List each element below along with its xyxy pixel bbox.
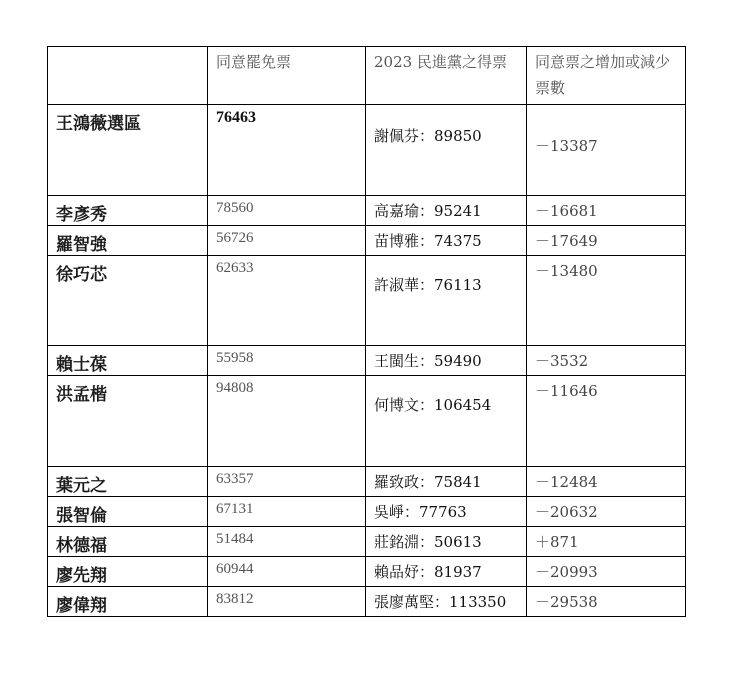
table-row [48, 557, 686, 587]
legislator-name: 徐巧芯 [48, 256, 208, 346]
legislator-name: 廖先翔 [48, 557, 208, 587]
vote-change: －13387 [527, 105, 686, 196]
vote-table-document [47, 46, 686, 617]
recall-vote-table [47, 46, 686, 617]
table-row [48, 527, 686, 557]
table-row [48, 467, 686, 497]
legislator-name: 張智倫 [48, 497, 208, 527]
vote-change: ＋871 [527, 527, 686, 557]
header-row [48, 47, 686, 105]
table-row [48, 196, 686, 226]
dpp-candidate-votes: 何博文：106454 [366, 376, 527, 467]
dpp-candidate-votes: 王閩生：59490 [366, 346, 527, 376]
dpp-candidate-votes: 吳崢：77763 [366, 497, 527, 527]
dpp-candidate-votes: 苗博雅：74375 [366, 226, 527, 256]
dpp-candidate-votes: 羅致政：75841 [366, 467, 527, 497]
agree-votes: 63357 [208, 467, 366, 497]
table-row [48, 346, 686, 376]
vote-change: －17649 [527, 226, 686, 256]
legislator-name: 李彥秀 [48, 196, 208, 226]
agree-votes: 94808 [208, 376, 366, 467]
vote-change: －11646 [527, 376, 686, 467]
vote-change: －12484 [527, 467, 686, 497]
dpp-candidate-votes: 許淑華：76113 [366, 256, 527, 346]
legislator-name: 林德福 [48, 527, 208, 557]
dpp-candidate-votes: 高嘉瑜：95241 [366, 196, 527, 226]
table-row [48, 497, 686, 527]
table-row [48, 105, 686, 196]
dpp-candidate-votes: 謝佩芬：89850 [366, 105, 527, 196]
legislator-name: 羅智強 [48, 226, 208, 256]
vote-change: －16681 [527, 196, 686, 226]
agree-votes: 78560 [208, 196, 366, 226]
legislator-name: 葉元之 [48, 467, 208, 497]
vote-change: －3532 [527, 346, 686, 376]
table-row [48, 256, 686, 346]
agree-votes: 62633 [208, 256, 366, 346]
header-agree-votes: 同意罷免票 [208, 47, 366, 105]
header-dpp-votes: 2023 民進黨之得票 [366, 47, 527, 105]
legislator-name: 廖偉翔 [48, 587, 208, 617]
agree-votes: 55958 [208, 346, 366, 376]
dpp-candidate-votes: 張廖萬堅：113350 [366, 587, 527, 617]
table-row [48, 226, 686, 256]
vote-change: －20993 [527, 557, 686, 587]
agree-votes: 56726 [208, 226, 366, 256]
agree-votes: 76463 [208, 105, 366, 196]
legislator-name: 賴士葆 [48, 346, 208, 376]
agree-votes: 83812 [208, 587, 366, 617]
agree-votes: 60944 [208, 557, 366, 587]
table-row [48, 587, 686, 617]
agree-votes: 51484 [208, 527, 366, 557]
vote-change: －20632 [527, 497, 686, 527]
table-row [48, 376, 686, 467]
dpp-candidate-votes: 賴品妤：81937 [366, 557, 527, 587]
header-vote-change: 同意票之增加或減少票數 [527, 47, 686, 105]
header-blank [48, 47, 208, 105]
legislator-name: 洪孟楷 [48, 376, 208, 467]
agree-votes: 67131 [208, 497, 366, 527]
vote-change: －13480 [527, 256, 686, 346]
dpp-candidate-votes: 莊銘淵：50613 [366, 527, 527, 557]
legislator-name: 王鴻薇選區 [48, 105, 208, 196]
vote-change: －29538 [527, 587, 686, 617]
